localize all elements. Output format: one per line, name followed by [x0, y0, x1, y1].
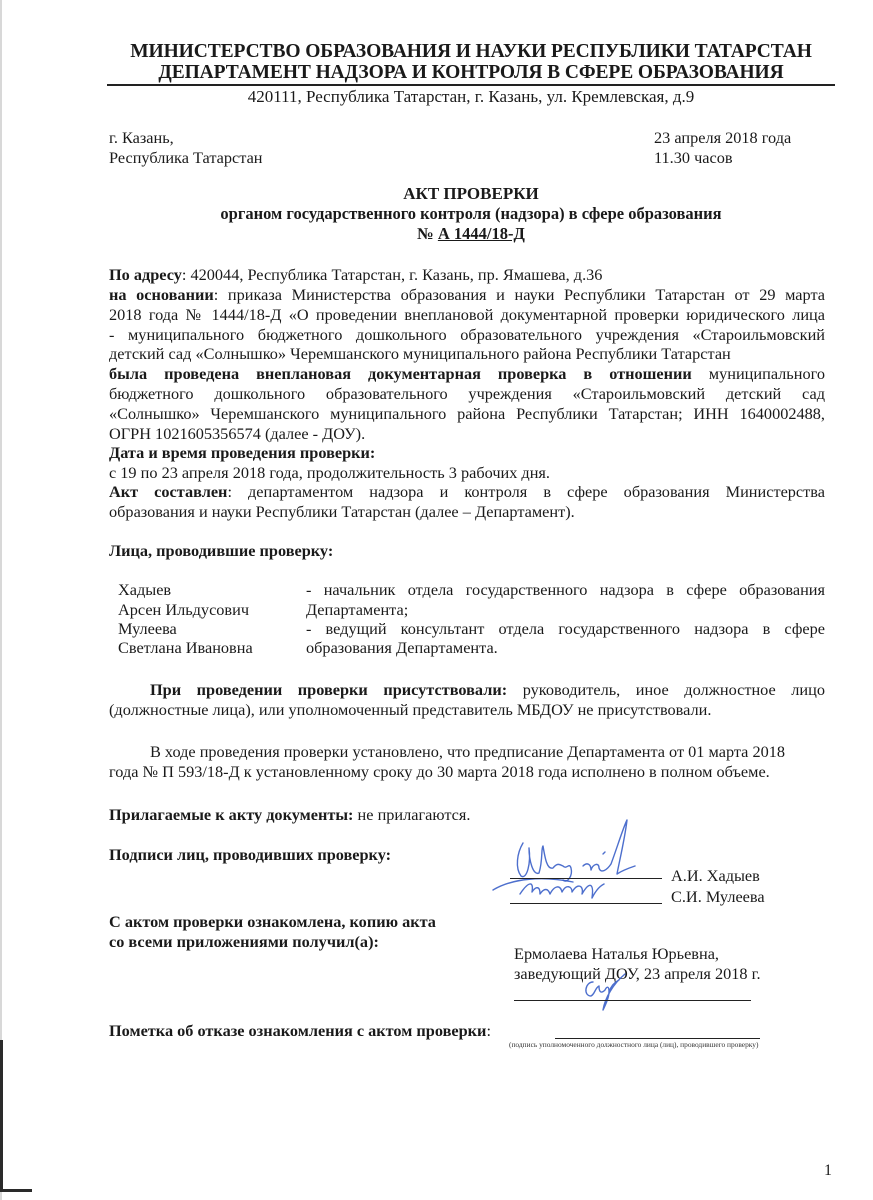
presence-label: При проведении проверки присутствовали: [150, 680, 508, 699]
address-label: По адресу [109, 265, 182, 284]
composed-label: Акт составлен [109, 482, 228, 501]
address-line [109, 265, 825, 285]
inspection-line-2: бюджетного дошкольного образовательного учреждения «Староильмовский детский сад [109, 384, 825, 403]
region: Республика Татарстан [109, 148, 263, 167]
department-name: ДЕПАРТАМЕНТ НАДЗОРА И КОНТРОЛЯ В СФЕРЕ ОБРАЗОВАНИЯ [158, 62, 784, 83]
recipient-position-date: заведующий ДОУ, 23 апреля 2018 г. [514, 964, 761, 983]
inspection-text: муниципального [691, 364, 825, 383]
basis-line-4: детский сад «Солнышко» Черемшанского муниципального района Республики Татарстан [109, 344, 731, 363]
inspector-2-role-2: образования Департамента. [306, 638, 498, 657]
recipient-name: Ермолаева Наталья Юрьевна, [514, 944, 719, 963]
document-number [107, 224, 835, 244]
presence-line-2: (должностные лица), или уполномоченный представитель МБДОУ не присутствовали. [109, 700, 712, 719]
header-rule [107, 84, 835, 86]
address-value: : 420044, Республика Татарстан, г. Казань, пр. Ямашева, д.36 [181, 265, 603, 284]
signature-muleeva [500, 872, 660, 907]
inspection-line-4: ОГРН 1021605356574 (далее - ДОУ). [109, 424, 366, 443]
scan-edge-dark [0, 1040, 3, 1192]
page-number: 1 [824, 1162, 832, 1179]
basis-text: : приказа Министерства образования и науки Республики Татарстан от 29 марта [213, 285, 825, 304]
composed-text: : департаментом надзора и контроля в сфере образования Министерства [227, 482, 825, 501]
basis-line-2: 2018 года № 1444/18-Д «О проведении внеплановой документарной проверки юридического лица [109, 305, 825, 324]
inspectors-heading: Лица, проводившие проверку: [109, 541, 334, 560]
ack-label-2: со всеми приложениями получил(а): [109, 932, 379, 951]
ministry-name: МИНИСТЕРСТВО ОБРАЗОВАНИЯ И НАУКИ РЕСПУБЛИКИ ТАТАРСТАН [130, 41, 812, 62]
inspector-1-surname: Хадыев [118, 580, 172, 599]
inspector-2-role-1: - ведущий консультант отдела государственного надзора в сфере [306, 619, 825, 638]
city: г. Казань, [109, 128, 174, 147]
inspection-line-3: «Солнышко» Черемшанского муниципального района Республики Татарстан; ИНН 1640002488, [109, 404, 825, 423]
attachments-value: не прилагаются. [353, 805, 471, 824]
inspection-label: была проведена внеплановая документарная проверка в отношении [109, 364, 692, 383]
inspector-2-surname: Мулеева [118, 619, 177, 638]
number-prefix: № [417, 224, 438, 243]
signer-2: С.И. Мулеева [671, 887, 765, 906]
inspector-1-given: Арсен Ильдусович [118, 600, 250, 619]
refusal-signature-line [555, 1038, 760, 1039]
inspector-2-given: Светлана Ивановна [118, 638, 253, 657]
signature-line-2 [510, 903, 662, 904]
composed-line-2: образования и науки Республики Татарстан (далее – Департамент). [109, 502, 575, 521]
department-address: 420111, Республика Татарстан, г. Казань, ул. Кремлевская, д.9 [247, 87, 695, 106]
inspection-line-1 [109, 364, 825, 384]
refusal-caption: (подпись уполномоченного должностного лица (лиц), проводившего проверку) [509, 1040, 759, 1049]
basis-label: на основании [109, 285, 214, 304]
basis-line-1 [109, 285, 825, 305]
document-subtitle: органом государственного контроля (надзора) в сфере образования [220, 204, 722, 223]
basis-line-3: - муниципального бюджетного дошкольного образовательного учреждения «Староильмовский [109, 325, 825, 344]
document-title: АКТ ПРОВЕРКИ [403, 184, 539, 203]
signatures-label: Подписи лиц, проводивших проверку: [109, 845, 392, 864]
ack-label-1: С актом проверки ознакомлена, копию акта [109, 912, 436, 931]
presence-text: руководитель, иное должностное лицо [507, 680, 825, 699]
period-label: Дата и время проведения проверки: [109, 443, 376, 462]
inspector-1-role-1: - начальник отдела государственного надзора в сфере образования [306, 580, 825, 599]
scan-edge [0, 0, 2, 1200]
number-value: А 1444/18-Д [437, 224, 525, 243]
act-time: 11.30 часов [654, 148, 733, 167]
refusal-colon: : [486, 1021, 491, 1040]
attachments-label: Прилагаемые к акту документы: [109, 805, 354, 824]
finding-line-2: года № П 593/18-Д к установленному сроку до 30 марта 2018 года исполнено в полном объеме. [109, 762, 770, 781]
recipient-signature-line [514, 1000, 751, 1001]
signature-ermolaeva [575, 968, 635, 1013]
act-date: 23 апреля 2018 года [654, 128, 792, 147]
scan-edge-dark-bottom [0, 1189, 32, 1192]
presence-line-1 [150, 680, 825, 700]
attachments-line [109, 805, 825, 825]
refusal-label: Пометка об отказе ознакомления с актом проверки [109, 1021, 487, 1040]
signer-1: А.И. Хадыев [671, 866, 760, 885]
inspector-1-role-2: Департамента; [306, 600, 409, 619]
finding-line-1: В ходе проведения проверки установлено, что предписание Департамента от 01 марта 2018 [150, 742, 786, 761]
composed-line-1 [109, 482, 825, 502]
period-value: с 19 по 23 апреля 2018 года, продолжительность 3 рабочих дня. [109, 463, 550, 482]
